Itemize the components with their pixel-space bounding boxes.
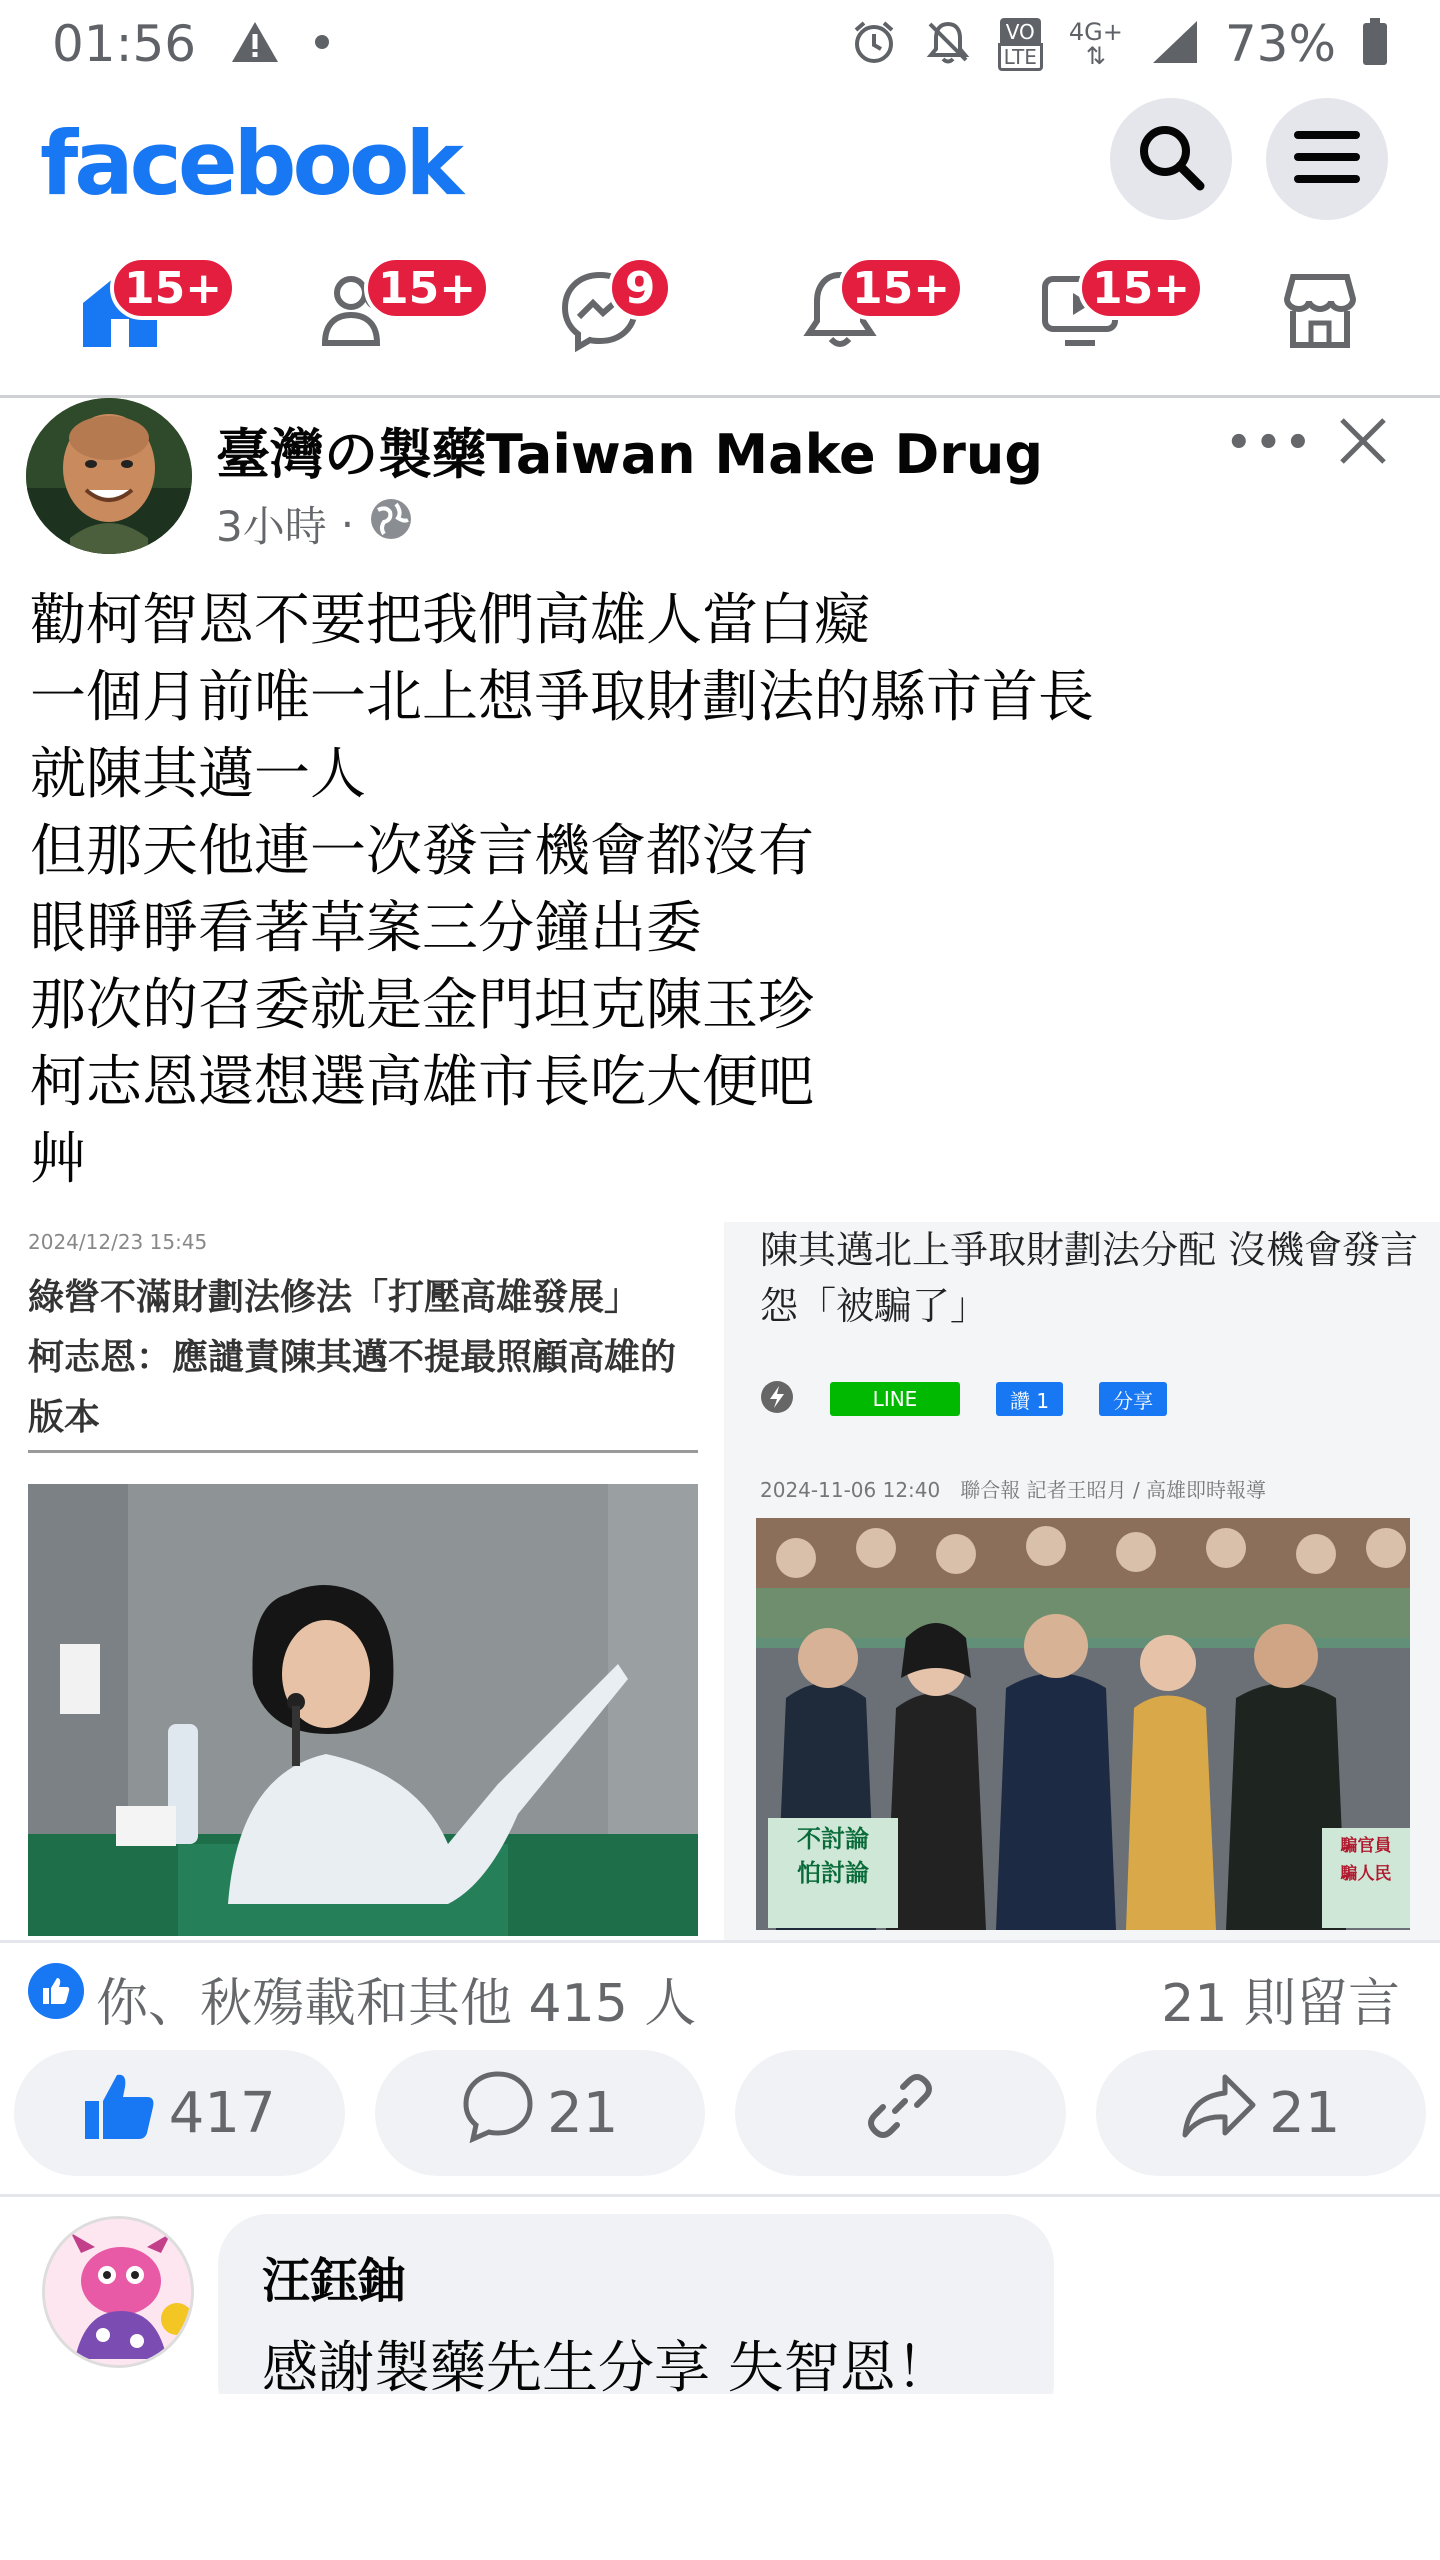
tab-marketplace[interactable] [1200, 228, 1440, 395]
nav-tabs [0, 228, 1440, 398]
alarm-icon [850, 18, 898, 70]
volte-top: VO [1000, 18, 1041, 43]
like-count: 417 [168, 2080, 276, 2146]
post-time[interactable]: 3小時 [216, 502, 327, 551]
tab-notifications-badge: 15+ [838, 256, 964, 320]
tab-home-badge: 15+ [110, 256, 236, 320]
data-arrows-icon: ⇅ [1085, 42, 1106, 70]
fb-like-chip: 讚 1 [996, 1382, 1063, 1416]
warning-icon [230, 20, 280, 68]
tab-friends[interactable] [240, 228, 480, 395]
signal-icon [1149, 19, 1199, 69]
comment-text: 感謝製藥先生分享 失智恩！ [262, 2336, 952, 2394]
divider [28, 1450, 698, 1453]
news-photo-group [756, 1518, 1410, 1930]
tab-notifications[interactable] [720, 228, 960, 395]
meta-separator: · [340, 499, 355, 549]
news-photo-speaker [28, 1484, 698, 1936]
post-image-left[interactable] [0, 1222, 714, 1940]
line-share-chip: LINE [830, 1382, 960, 1416]
protest-sign-right: 騙官員 騙人民 [1340, 1836, 1392, 1884]
hamburger-icon [1292, 127, 1362, 191]
app-header [0, 88, 1440, 228]
facebook-logo[interactable]: facebook [40, 112, 460, 215]
comment-bubble[interactable] [218, 2214, 1054, 2394]
post-actions [14, 2050, 1426, 2176]
comment-item [0, 2214, 1440, 2394]
post-line: 那次的召委就是金門坦克陳玉珍 [30, 973, 814, 1038]
news-title: 綠營不滿財劃法修法「打壓高雄發展」 柯志恩：應譴責陳其邁不提最照顧高雄的版本 [28, 1277, 677, 1438]
search-button[interactable] [1110, 98, 1232, 220]
menu-button[interactable] [1266, 98, 1388, 220]
globe-icon [368, 496, 414, 552]
comment-count: 21 [547, 2080, 619, 2146]
section-divider [0, 2194, 1440, 2197]
news-title: 陳其邁北上爭取財劃法分配 沒機會發言怨「被騙了」 [760, 1228, 1419, 1328]
hide-post-button[interactable] [1336, 414, 1390, 472]
flash-icon [760, 1380, 794, 1418]
share-row [760, 1380, 1167, 1418]
post-line: 就陳其邁一人 [30, 742, 366, 807]
battery-percent: 73% [1224, 15, 1336, 73]
reactions-summary[interactable]: 你、秋殤載和其他 415 人 [96, 1974, 697, 2034]
commenter-name[interactable]: 汪鈺鈾 [262, 2253, 407, 2309]
close-icon [1336, 453, 1390, 472]
post-image-right[interactable] [724, 1222, 1440, 1940]
tab-messenger-badge: 9 [608, 256, 672, 320]
network-type [1069, 20, 1123, 68]
comment-button[interactable] [375, 2050, 706, 2176]
protest-sign-left: 不討論 怕討論 [797, 1825, 869, 1887]
thumbs-up-icon [83, 2071, 157, 2155]
network-type-label: 4G+ [1068, 18, 1123, 46]
fb-share-chip: 分享 [1099, 1382, 1167, 1416]
post-body [30, 582, 1410, 1198]
post-line: 柯志恩還想選高雄市長吃大便吧 [30, 1050, 814, 1115]
dot-icon [314, 34, 330, 54]
like-button[interactable] [14, 2050, 345, 2176]
tab-friends-badge: 15+ [364, 256, 490, 320]
comments-count[interactable]: 21 則留言 [1161, 1974, 1400, 2034]
tab-watch-badge: 15+ [1078, 256, 1204, 320]
tab-home[interactable] [0, 228, 240, 395]
post-line: 艸 [30, 1127, 86, 1192]
tab-watch[interactable] [960, 228, 1200, 395]
news-date: 2024/12/23 15:45 [28, 1230, 208, 1254]
post-line: 勸柯智恩不要把我們高雄人當白癡 [30, 588, 870, 653]
search-icon [1136, 122, 1206, 196]
link-icon [865, 2071, 935, 2155]
post-line: 一個月前唯一北上想爭取財劃法的縣市首長 [30, 665, 1094, 730]
post-header [0, 398, 1440, 558]
commenter-avatar[interactable] [42, 2216, 194, 2368]
shop-icon [1277, 267, 1363, 357]
reactions-bar[interactable] [0, 1940, 1440, 2036]
status-time: 01:56 [52, 15, 197, 73]
volte-icon [998, 18, 1043, 71]
volte-bottom: LTE [998, 43, 1043, 71]
copy-link-button[interactable] [735, 2050, 1066, 2176]
comment-icon [461, 2069, 535, 2157]
tab-messenger[interactable] [480, 228, 720, 395]
share-arrow-icon [1181, 2073, 1257, 2153]
post-meta [216, 494, 414, 554]
share-count: 21 [1269, 2080, 1341, 2146]
page-name[interactable]: 臺灣の製藥Taiwan Make Drug [216, 423, 1044, 486]
more-options-button[interactable]: ••• [1226, 420, 1315, 466]
mute-icon [924, 18, 972, 70]
share-button[interactable] [1096, 2050, 1427, 2176]
battery-icon [1362, 18, 1388, 70]
post-line: 眼睜睜看著草案三分鐘出委 [30, 896, 702, 961]
like-reaction-icon [28, 1963, 84, 2019]
page-avatar[interactable] [26, 398, 192, 554]
post-images [0, 1222, 1440, 1940]
news-meta: 2024-11-06 12:40 聯合報 記者王昭月 / 高雄即時報導 [760, 1478, 1267, 1502]
status-bar [0, 0, 1440, 88]
post-line: 但那天他連一次發言機會都沒有 [30, 819, 814, 884]
